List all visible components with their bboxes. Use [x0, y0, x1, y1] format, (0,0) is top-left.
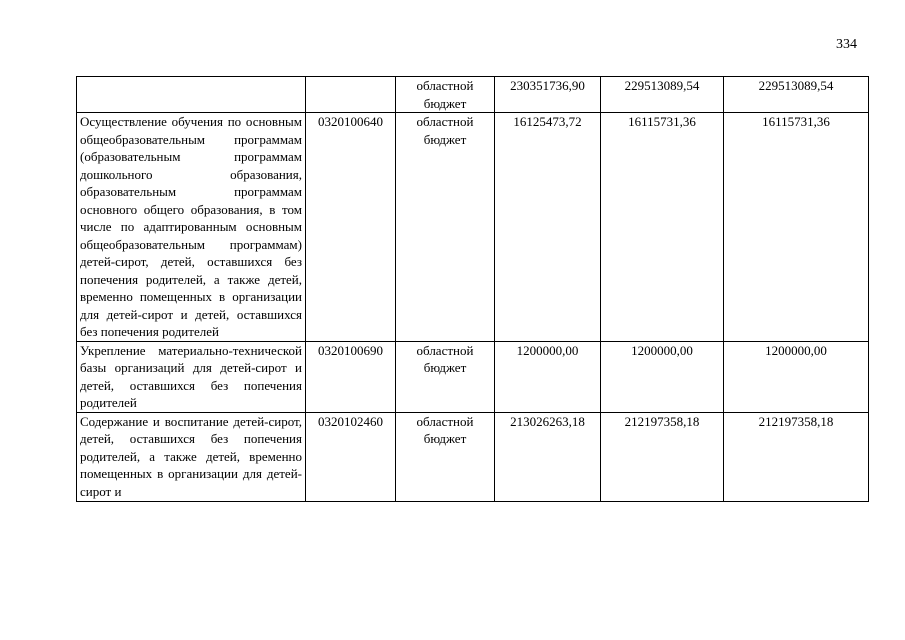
row-code-cell: 0320100690: [306, 341, 396, 412]
table-row: [77, 412, 869, 501]
row-value-year3-cell: 16115731,36: [724, 113, 869, 342]
row-source-cell: областной бюджет: [396, 77, 495, 113]
row-name-cell: [77, 77, 306, 113]
row-value-year3-cell: 229513089,54: [724, 77, 869, 113]
row-name-cell: Осуществление обучения по основным общеобразовательным программам (образовательным программам дошкольного образования, образовательным программам основного общего образования, в том числе по адаптированным основным общеобразовательным программам) детей-сирот, детей, оставшихся без попечения родителей, а также детей, временно помещенных в организации для детей-сирот и детей, оставшихся без попечения родителей: [77, 113, 306, 342]
table-row: [77, 341, 869, 412]
table-row: [77, 113, 869, 342]
row-value-year2-cell: 1200000,00: [601, 341, 724, 412]
row-value-year2-cell: 229513089,54: [601, 77, 724, 113]
page-number: 334: [836, 37, 857, 52]
table-row: [77, 77, 869, 113]
row-name-cell: Содержание и воспитание детей-сирот, детей, оставшихся без попечения родителей, а также детей, временно помещенных в организации для детей-сирот и: [77, 412, 306, 501]
row-name-cell: Укрепление материально-технической базы организаций для детей-сирот и детей, оставшихся без попечения родителей: [77, 341, 306, 412]
row-value-year1-cell: 213026263,18: [495, 412, 601, 501]
row-source-cell: областной бюджет: [396, 412, 495, 501]
row-code-cell: [306, 77, 396, 113]
row-value-year1-cell: 1200000,00: [495, 341, 601, 412]
row-value-year2-cell: 212197358,18: [601, 412, 724, 501]
budget-table: [76, 76, 869, 502]
row-value-year1-cell: 230351736,90: [495, 77, 601, 113]
row-value-year3-cell: 212197358,18: [724, 412, 869, 501]
row-source-cell: областной бюджет: [396, 341, 495, 412]
row-code-cell: 0320100640: [306, 113, 396, 342]
row-source-cell: областной бюджет: [396, 113, 495, 342]
row-value-year2-cell: 16115731,36: [601, 113, 724, 342]
row-value-year1-cell: 16125473,72: [495, 113, 601, 342]
row-code-cell: 0320102460: [306, 412, 396, 501]
row-value-year3-cell: 1200000,00: [724, 341, 869, 412]
